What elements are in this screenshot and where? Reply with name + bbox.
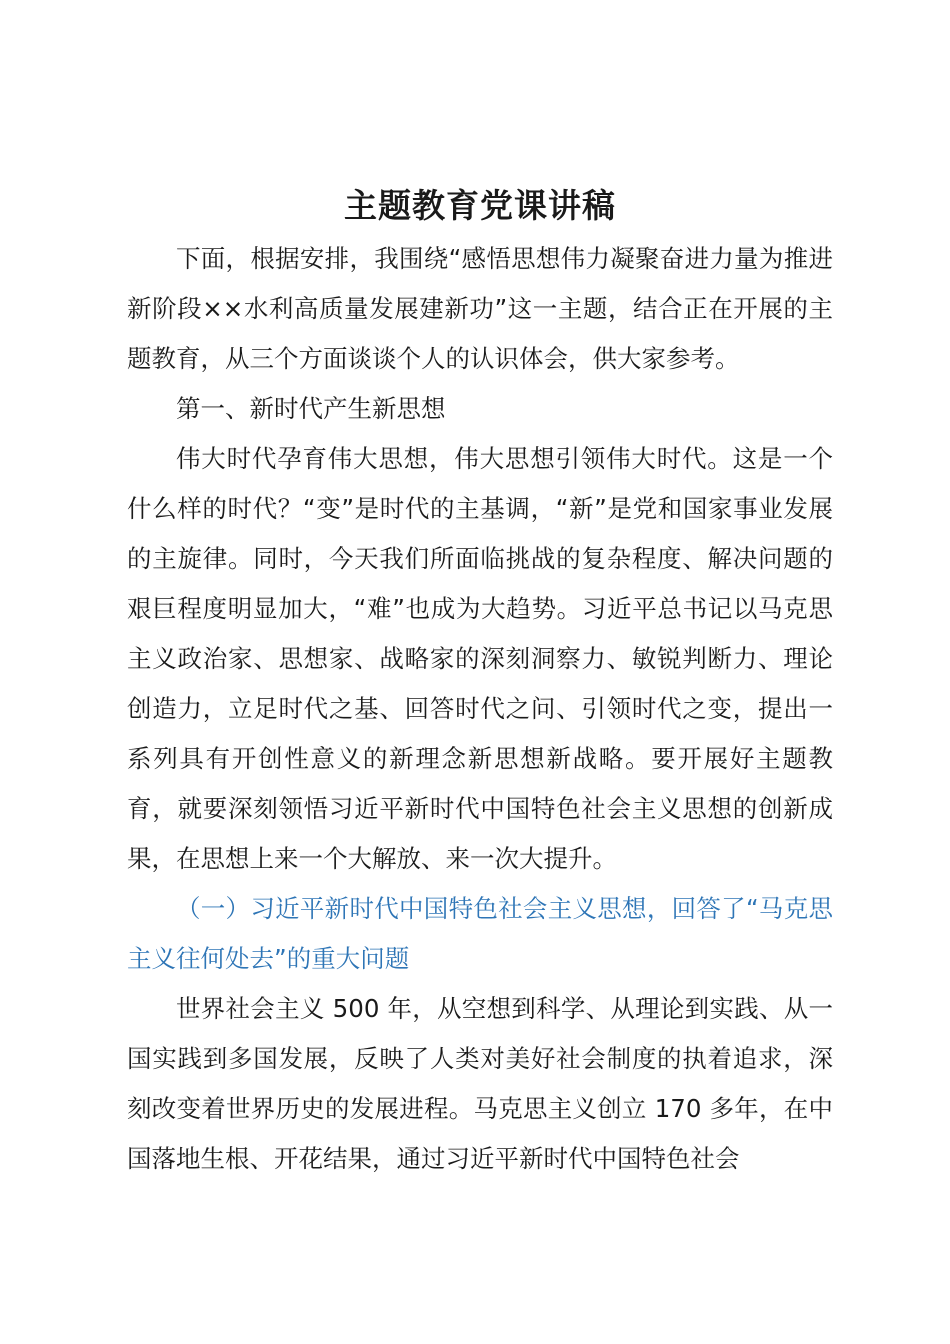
document-page: [127, 178, 833, 1184]
section-1-paragraph: 伟大时代孕育伟大思想，伟大思想引领伟大时代。这是一个什么样的时代？“变”是时代的主基调，“新”是党和国家事业发展的主旋律。同时，今天我们所面临挑战的复杂程度、解决问题的艰巨程度明显加大，“难”也成为大趋势。习近平总书记以马克思主义政治家、思想家、战略家的深刻洞察力、敏锐判断力、理论创造力，立足时代之基、回答时代之问、引领时代之变，提出一系列具有开创性意义的新理念新思想新战略。要开展好主题教育，就要深刻领悟习近平新时代中国特色社会主义思想的创新成果，在思想上来一个大解放、来一次大提升。: [127, 444, 833, 873]
intro-paragraph: 下面，根据安排，我围绕“感悟思想伟力凝聚奋进力量为推进新阶段××水利高质量发展建新功”这一主题，结合正在开展的主题教育，从三个方面谈谈个人的认识体会，供大家参考。: [127, 244, 833, 373]
document-title: 主题教育党课讲稿: [344, 186, 616, 225]
section-1-heading: 第一、新时代产生新思想: [176, 394, 446, 423]
subsection-1-paragraph: 世界社会主义 500 年，从空想到科学、从理论到实践、从一国实践到多国发展，反映了人类对美好社会制度的执着追求，深刻改变着世界历史的发展进程。马克思主义创立 170 多年，在中国落地生根、开花结果，通过习近平新时代中国特色社会: [127, 994, 833, 1173]
subsection-1-heading: （一）习近平新时代中国特色社会主义思想，回答了“马克思主义往何处去”的重大问题: [127, 894, 833, 973]
